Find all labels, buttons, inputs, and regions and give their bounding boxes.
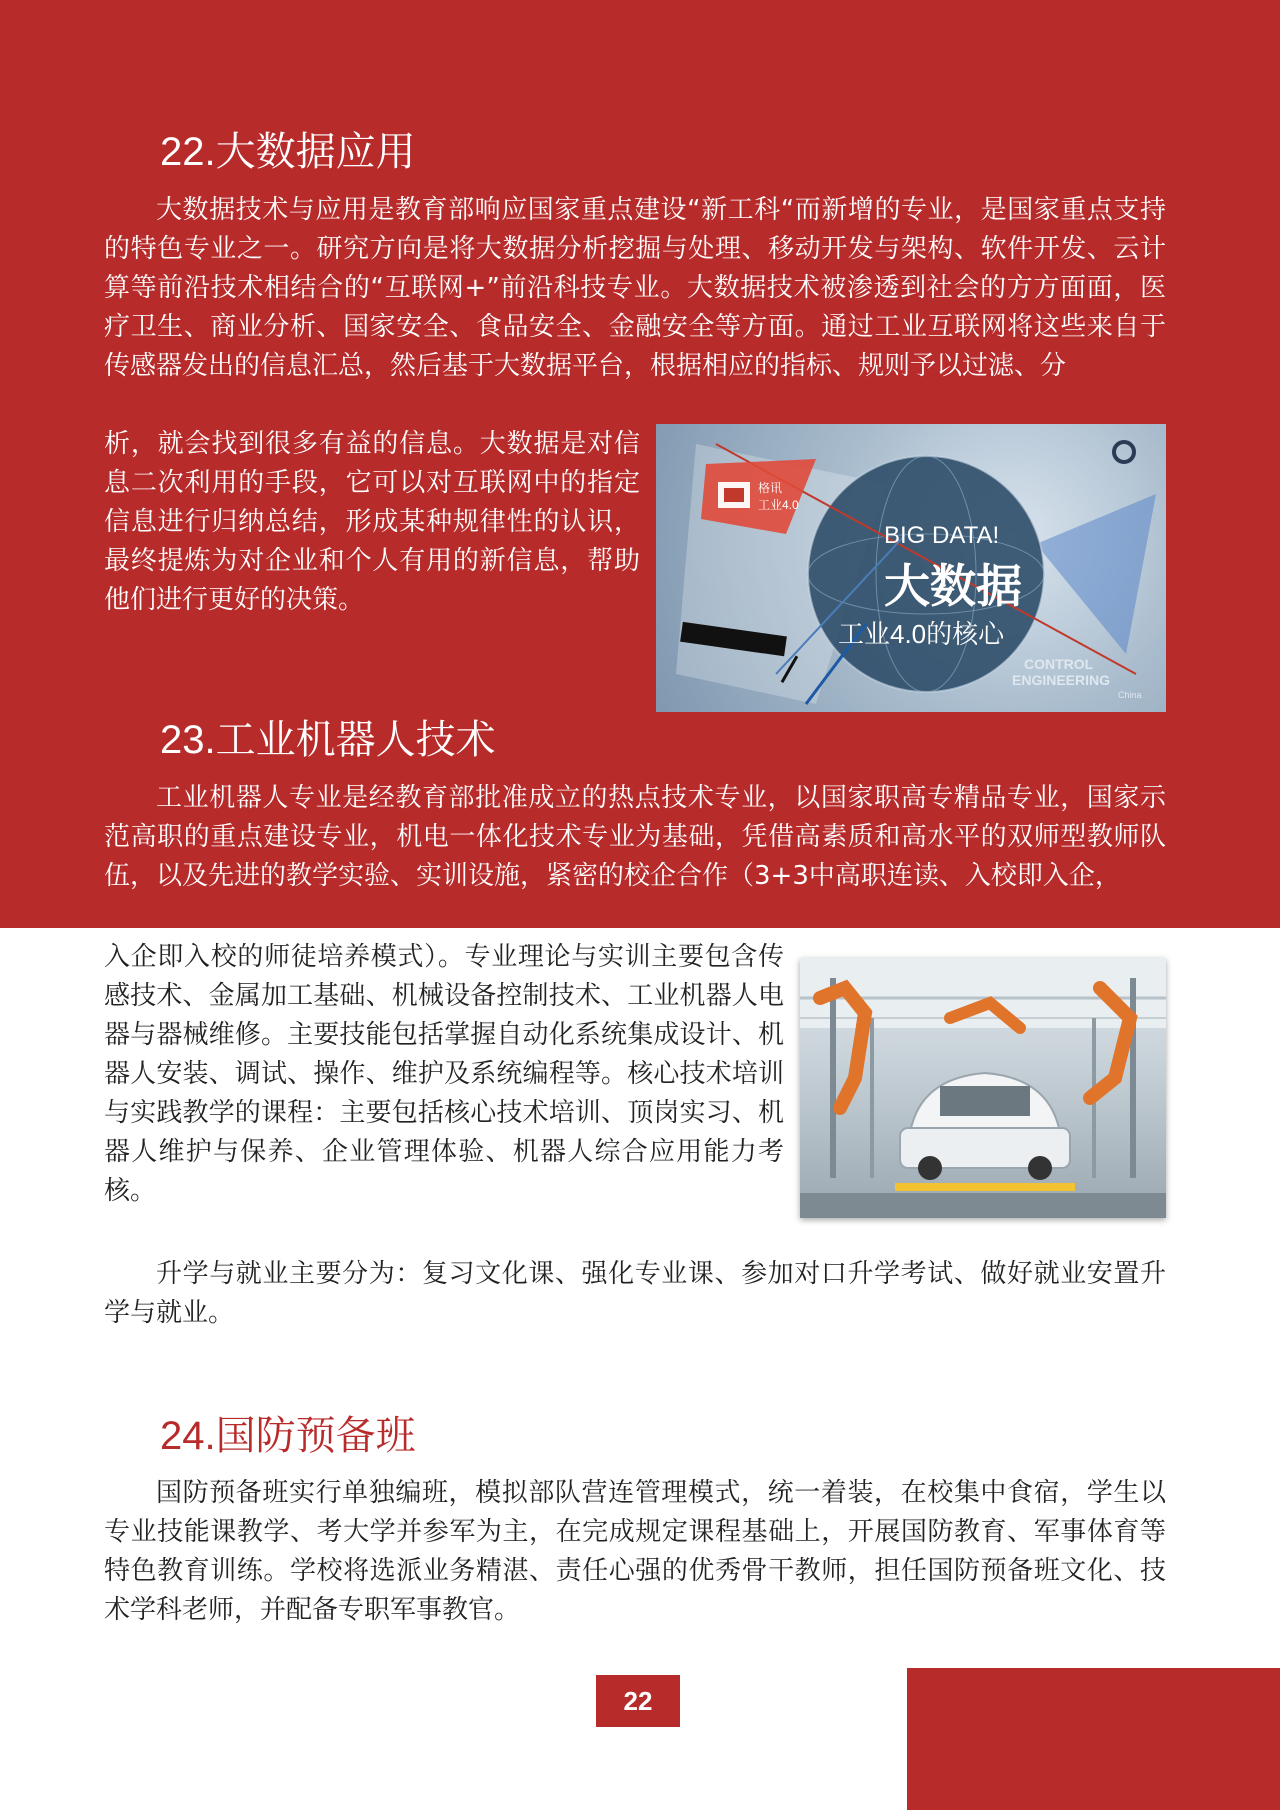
section-23-paragraph-1: 工业机器人专业是经教育部批准成立的热点技术专业，以国家职高专精品专业，国家示范高职的重点建设专业，机电一体化技术专业为基础，凭借高素质和高水平的双师型教师队伍，以及先进的教学实验、实训设施，紧密的校企合作（3+3中高职连读、入校即入企， bbox=[104, 783, 1166, 891]
section-22-paragraph-2: 析，就会找到很多有益的信息。大数据是对信息二次利用的手段，它可以对互联网中的指定信息进行归纳总结，形成某种规律性的认识，最终提炼为对企业和个人有用的新信息，帮助他们进行更好的决策。 bbox=[104, 429, 640, 615]
section-24-paragraph-1: 国防预备班实行单独编班，模拟部队营连管理模式，统一着装，在校集中食宿，学生以专业技能课教学、考大学并参军为主，在完成规定课程基础上，开展国防教育、军事体育等特色教育训练。学校将选派业务精湛、责任心强的优秀骨干教师，担任国防预备班文化、技术学科老师，并配备专职军事教官。 bbox=[104, 1478, 1166, 1625]
robot-assembly-graphic bbox=[800, 958, 1166, 1218]
page-number: 22 bbox=[596, 1675, 680, 1727]
brand-line-3: China bbox=[1118, 690, 1142, 700]
brand-line-1: CONTROL bbox=[1024, 656, 1094, 672]
section-22-paragraph-1: 大数据技术与应用是教育部响应国家重点建设“新工科“而新增的专业，是国家重点支持的特色专业之一。研究方向是将大数据分析挖掘与处理、移动开发与架构、软件开发、云计算等前沿技术相结合的“互联网+”前沿科技专业。大数据技术被渗透到社会的方方面面，医疗卫生、商业分析、国家安全、食品安全、金融安全等方面。通过工业互联网将这些来自于传感器发出的信息汇总，然后基于大数据平台，根据相应的指标、规则予以过滤、分 bbox=[104, 195, 1166, 381]
big-data-subtitle: 工业4.0的核心 bbox=[838, 619, 1005, 649]
section-23-paragraph-2: 入企即入校的师徒培养模式）。专业理论与实训主要包含传感技术、金属加工基础、机械设备控制技术、工业机器人电器与器械维修。主要技能包括掌握自动化系统集成设计、机器人安装、调试、操作、维护及系统编程等。核心技术培训与实践教学的课程：主要包括核心技术培训、顶岗实习、机器人维护与保养、企业管理体验、机器人综合应用能力考核。 bbox=[104, 942, 784, 1206]
brand-line-2: ENGINEERING bbox=[1012, 672, 1111, 688]
section-23-title: 23.工业机器人技术 bbox=[160, 718, 496, 762]
corner-decoration bbox=[907, 1668, 1280, 1810]
section-24-title: 24.国防预备班 bbox=[160, 1414, 416, 1458]
section-23-paragraph-3: 升学与就业主要分为：复习文化课、强化专业课、参加对口升学考试、做好就业安置升学与就业。 bbox=[104, 1259, 1166, 1328]
big-data-image bbox=[656, 424, 1166, 712]
logo-line-2: 工业4.0 bbox=[758, 498, 799, 512]
section-22-title: 22.大数据应用 bbox=[160, 130, 416, 174]
big-data-en-text: BIG DATA! bbox=[884, 522, 1000, 549]
big-data-cn-text: 大数据 bbox=[884, 560, 1022, 612]
robot-assembly-image bbox=[800, 958, 1166, 1218]
logo-line-1: 格讯 bbox=[758, 481, 783, 495]
